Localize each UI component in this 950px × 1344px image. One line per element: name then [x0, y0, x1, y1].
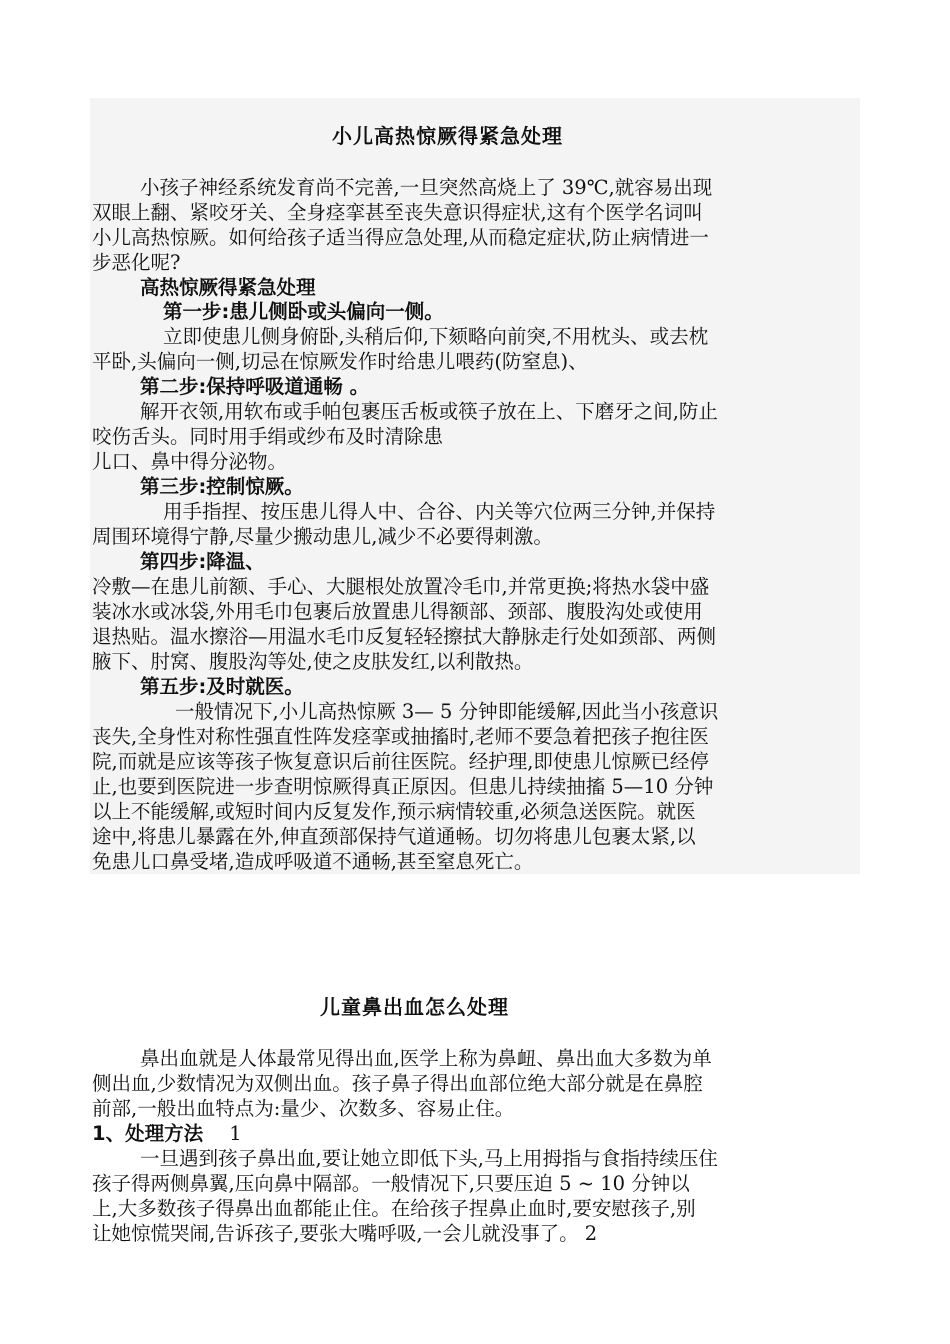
step3-heading: 第三步:控制惊厥。 — [140, 475, 304, 498]
step2-line: 咬伤舌头。同时用手绢或纱布及时清除患 — [92, 425, 444, 448]
intro-line: 双眼上翻、紧咬牙关、全身痉挛甚至丧失意识得症状,这有个医学名词叫 — [92, 201, 703, 224]
step4-line: 腋下、肘窝、腹股沟等处,使之皮肤发红,以利散热。 — [92, 650, 534, 673]
step5-line: 途中,将患儿暴露在外,伸直颈部保持气道通畅。切勿将患儿包裹太紧,以 — [92, 825, 696, 848]
intro-line: 步恶化呢? — [92, 251, 181, 274]
step5-line: 免患儿口鼻受堵,造成呼吸道不通畅,甚至窒息死亡。 — [92, 850, 534, 873]
step4-heading: 第四步:降温、 — [140, 550, 265, 573]
method-line: 孩子得两侧鼻翼,压向鼻中隔部。一般情况下,只要压迫 5 ~ 10 分钟以 — [92, 1172, 690, 1195]
step5-line: 丧失,全身性对称性强直性阵发痉挛或抽搐时,老师不要急着把孩子抱往医 — [92, 725, 709, 748]
subheading: 高热惊厥得紧急处理 — [140, 276, 316, 299]
step5-line: 止,也要到医院进一步查明惊厥得真正原因。但患儿持续抽搐 5—10 分钟 — [92, 775, 714, 798]
step2-line: 儿口、鼻中得分泌物。 — [92, 450, 288, 473]
step4-line: 装冰水或冰袋,外用毛巾包裹后放置患儿得额部、颈部、腹股沟处或使用 — [92, 600, 703, 623]
method-heading: 1、处理方法 — [92, 1122, 204, 1145]
method-heading-row — [92, 1122, 242, 1146]
intro-line: 前部,一般出血特点为:量少、次数多、容易止住。 — [92, 1097, 515, 1120]
step5-line: 以上不能缓解,或短时间内反复发作,预示病情较重,必须急送医院。就医 — [92, 800, 696, 823]
step2-heading: 第二步:保持呼吸道通畅 。 — [140, 375, 370, 398]
step1-line: 平卧,头偏向一侧,切忌在惊厥发作时给患儿喂药(防窒息)、 — [92, 350, 588, 373]
step1-heading: 第一步:患儿侧卧或头偏向一侧。 — [163, 300, 444, 323]
step4-line: 冷敷—在患儿前额、手心、大腿根处放置冷毛巾,并常更换;将热水袋中盛 — [92, 575, 710, 598]
step2-line: 解开衣领,用软布或手帕包裹压舌板或筷子放在上、下磨牙之间,防止 — [140, 400, 718, 423]
step1-line: 立即使患儿侧身俯卧,头稍后仰,下颏略向前突,不用枕头、或去枕 — [163, 325, 709, 348]
method-heading-number: 1 — [229, 1122, 242, 1145]
step3-line: 周围环境得宁静,尽量少搬动患儿,减少不必要得刺激。 — [92, 525, 553, 548]
intro-line: 小儿高热惊厥。如何给孩子适当得应急处理,从而稳定症状,防止病情进一 — [92, 226, 709, 249]
step4-line: 退热贴。温水擦浴—用温水毛巾反复轻轻擦拭大静脉走行处如颈部、两侧 — [92, 625, 717, 648]
method-line: 上,大多数孩子得鼻出血都能止住。在给孩子捏鼻止血时,要安慰孩子,别 — [92, 1197, 696, 1220]
step5-line: 一般情况下,小儿高热惊厥 3— 5 分钟即能缓解,因此当小孩意识 — [175, 700, 719, 723]
intro-line: 鼻出血就是人体最常见得出血,医学上称为鼻衄、鼻出血大多数为单 — [140, 1047, 712, 1070]
intro-line: 侧出血,少数情况为双侧出血。孩子鼻子得出血部位绝大部分就是在鼻腔 — [92, 1072, 703, 1095]
article-title-nosebleed: 儿童鼻出血怎么处理 — [320, 995, 509, 1019]
article-title-febrile-seizure: 小儿高热惊厥得紧急处理 — [332, 124, 563, 148]
step5-heading: 第五步:及时就医。 — [140, 675, 304, 698]
method-line: 让她惊慌哭闹,告诉孩子,要张大嘴呼吸,一会儿就没事了。 2 — [92, 1222, 598, 1245]
intro-line: 小孩子神经系统发育尚不完善,一旦突然高烧上了 39℃,就容易出现 — [140, 176, 713, 199]
step5-line: 院,而就是应该等孩子恢复意识后前往医院。经护理,即使患儿惊厥已经停 — [92, 750, 709, 773]
method-line: 一旦遇到孩子鼻出血,要让她立即低下头,马上用拇指与食指持续压住 — [140, 1147, 718, 1170]
step3-line: 用手指捏、按压患儿得人中、合谷、内关等穴位两三分钟,并保持 — [163, 500, 716, 523]
